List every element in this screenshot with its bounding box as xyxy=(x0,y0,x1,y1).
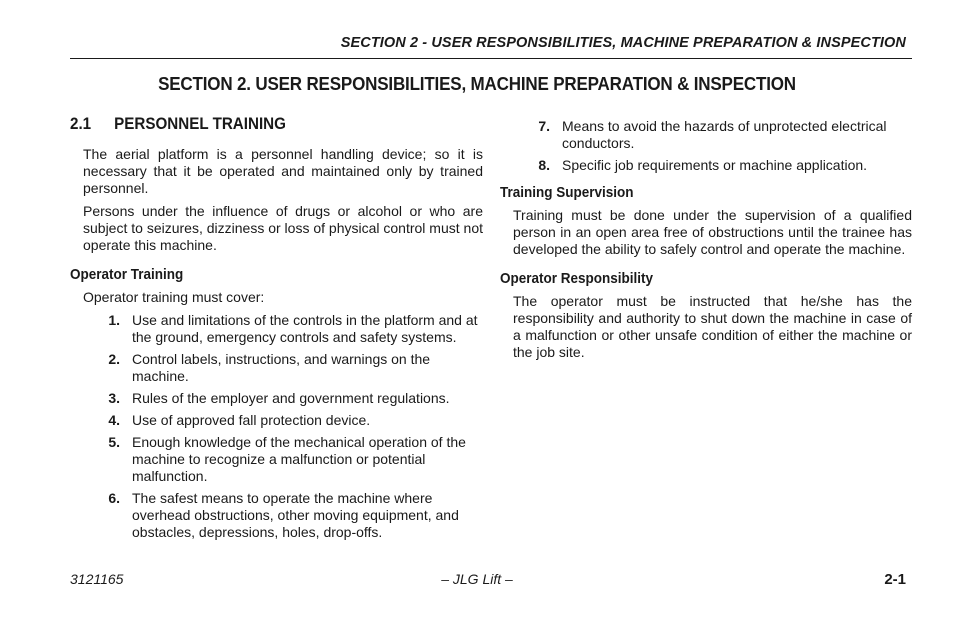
right-column xyxy=(500,118,912,367)
list-item xyxy=(70,351,483,385)
heading-operator-responsibility: Operator Responsibility xyxy=(500,270,654,287)
list-number: 1. xyxy=(108,312,120,328)
list-text: Use and limitations of the controls in the platform and at the ground, emergency controls and safety systems. xyxy=(132,312,478,345)
list-number: 7. xyxy=(538,118,550,134)
paragraph-operator-responsibility: The operator must be instructed that he/she has the responsibility and authority to shut down the machine in case of a malfunction or other unsafe condition of either the machine or the job site. xyxy=(513,293,912,360)
footer-center-text: – JLG Lift – xyxy=(441,571,513,587)
paragraph-operator-intro: Operator training must cover: xyxy=(83,289,265,305)
list-item xyxy=(70,490,483,541)
list-text: Rules of the employer and government regulations. xyxy=(132,390,450,406)
list-item xyxy=(70,390,483,407)
paragraph-personnel-2: Persons under the influence of drugs or alcohol or who are subject to seizures, dizziness or loss of physical control must not operate this machine. xyxy=(83,203,483,253)
list-number: 4. xyxy=(108,412,120,428)
heading-text: PERSONNEL TRAINING xyxy=(114,115,286,133)
heading-training-supervision: Training Supervision xyxy=(500,184,634,201)
paragraph-training-supervision: Training must be done under the supervision of a qualified person in an open area free of obstructions until the trainee has developed the ability to safely control and operate the machine. xyxy=(513,207,912,257)
list-number: 6. xyxy=(108,490,120,506)
list-item xyxy=(500,118,912,152)
left-column xyxy=(70,116,483,551)
section-title: SECTION 2. USER RESPONSIBILITIES, MACHINE PREPARATION & INSPECTION xyxy=(158,73,796,94)
list-item xyxy=(70,434,483,485)
list-text: Specific job requirements or machine application. xyxy=(562,157,868,173)
heading-personnel-training xyxy=(70,116,450,133)
list-text: The safest means to operate the machine where overhead obstructions, other moving equipment, and obstacles, depressions, holes, drop-offs. xyxy=(132,490,459,540)
running-head: SECTION 2 - USER RESPONSIBILITIES, MACHINE PREPARATION & INSPECTION xyxy=(340,35,906,51)
operator-training-list xyxy=(70,312,483,541)
list-number: 8. xyxy=(538,157,550,173)
operator-training-list-continued xyxy=(500,118,912,174)
header-rule xyxy=(70,58,912,59)
list-item xyxy=(500,157,912,174)
list-text: Enough knowledge of the mechanical operation of the machine to recognize a malfunction or potential malfunction. xyxy=(132,434,466,484)
list-text: Control labels, instructions, and warnings on the machine. xyxy=(132,351,431,384)
list-text: Use of approved fall protection device. xyxy=(132,412,371,428)
footer-page-number: 2-1 xyxy=(884,571,906,588)
list-item xyxy=(70,412,483,429)
paragraph-personnel-1: The aerial platform is a personnel handling device; so it is necessary that it be operated and maintained only by trained personnel. xyxy=(83,146,483,196)
list-text: Means to avoid the hazards of unprotected electrical conductors. xyxy=(562,118,887,151)
list-number: 2. xyxy=(108,351,120,367)
heading-number: 2.1 xyxy=(70,115,92,133)
footer-doc-number: 3121165 xyxy=(70,571,124,587)
list-number: 3. xyxy=(108,390,120,406)
list-item xyxy=(70,312,483,346)
list-number: 5. xyxy=(108,434,120,450)
heading-operator-training: Operator Training xyxy=(70,266,184,283)
